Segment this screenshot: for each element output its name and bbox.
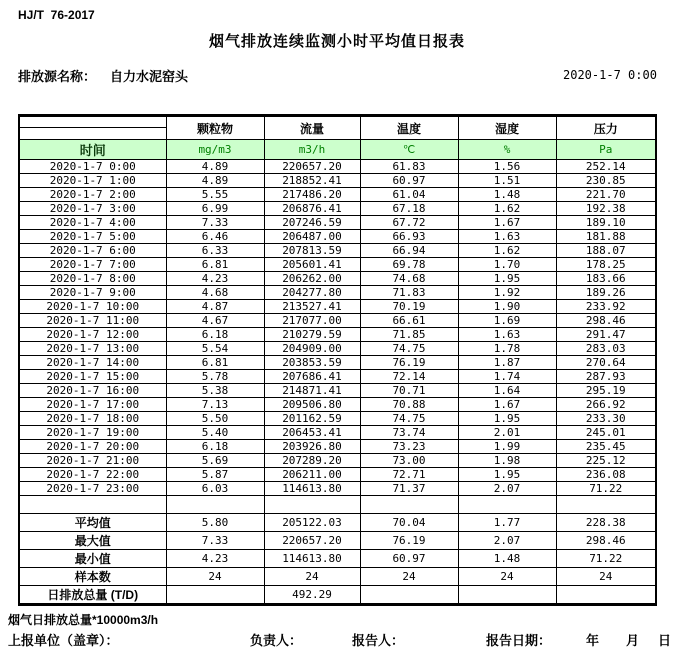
value-cell: 189.26 [556,286,656,300]
daily-total-note: 烟气日排放总量*10000m3/h [8,613,159,627]
value-cell: 70.71 [360,384,458,398]
column-header-pressure: 压力 [556,116,656,140]
value-cell: 71.83 [360,286,458,300]
value-cell: 6.03 [166,482,264,496]
value-cell: 201162.59 [264,412,360,426]
value-cell: 6.99 [166,202,264,216]
value-cell: 67.72 [360,216,458,230]
value-cell: 5.54 [166,342,264,356]
time-cell: 2020-1-7 22:00 [19,468,166,482]
table-row [19,216,656,230]
table-row [19,412,656,426]
value-cell: 5.69 [166,454,264,468]
summary-label-cell: 样本数 [19,568,166,586]
value-cell: 66.61 [360,314,458,328]
time-cell: 2020-1-7 19:00 [19,426,166,440]
value-cell: 235.45 [556,440,656,454]
value-cell: 207289.20 [264,454,360,468]
source-line [18,66,188,85]
time-cell: 2020-1-7 18:00 [19,412,166,426]
value-cell: 1.51 [458,174,556,188]
table-row [19,398,656,412]
value-cell: 1.95 [458,272,556,286]
spacer-row [19,496,656,514]
value-cell: 192.38 [556,202,656,216]
time-cell: 2020-1-7 23:00 [19,482,166,496]
value-cell: 2.01 [458,426,556,440]
summary-label-cell: 最大值 [19,532,166,550]
value-cell: 1.90 [458,300,556,314]
summary-value-cell: 492.29 [264,586,360,605]
table-row [19,286,656,300]
value-cell: 4.89 [166,160,264,174]
value-cell: 73.00 [360,454,458,468]
table-row [19,188,656,202]
column-header-flow: 流量 [264,116,360,140]
value-cell: 1.48 [458,188,556,202]
value-cell: 1.70 [458,258,556,272]
value-cell: 204277.80 [264,286,360,300]
summary-value-cell: 24 [556,568,656,586]
value-cell: 1.62 [458,244,556,258]
column-header-pm: 颗粒物 [166,116,264,140]
summary-value-cell [556,586,656,605]
value-cell: 61.83 [360,160,458,174]
value-cell: 70.88 [360,398,458,412]
table-row [19,468,656,482]
value-cell: 4.68 [166,286,264,300]
value-cell: 114613.80 [264,482,360,496]
table-row [19,160,656,174]
time-cell: 2020-1-7 15:00 [19,370,166,384]
time-cell: 2020-1-7 11:00 [19,314,166,328]
value-cell: 203926.80 [264,440,360,454]
value-cell: 217077.00 [264,314,360,328]
time-header: 时间 [19,140,166,160]
unit-row [19,140,656,160]
value-cell: 5.38 [166,384,264,398]
reporter-label: 报告人： [352,633,405,648]
table-row [19,440,656,454]
summary-label-cell: 日排放总量 (T/D) [19,586,166,605]
summary-value-cell: 24 [264,568,360,586]
value-cell: 1.64 [458,384,556,398]
value-cell: 206453.41 [264,426,360,440]
spacer-body [19,496,656,514]
value-cell: 6.46 [166,230,264,244]
value-cell: 1.87 [458,356,556,370]
value-cell: 71.85 [360,328,458,342]
time-cell: 2020-1-7 3:00 [19,202,166,216]
summary-value-cell [360,586,458,605]
summary-row [19,568,656,586]
time-cell: 2020-1-7 21:00 [19,454,166,468]
value-cell: 69.78 [360,258,458,272]
value-cell: 283.03 [556,342,656,356]
day-label: 日 [658,633,672,648]
summary-value-cell: 228.38 [556,514,656,532]
value-cell: 5.87 [166,468,264,482]
value-cell: 70.19 [360,300,458,314]
time-cell: 2020-1-7 17:00 [19,398,166,412]
report-date-label: 报告日期： [486,633,552,648]
value-cell: 61.04 [360,188,458,202]
summary-value-cell: 1.77 [458,514,556,532]
summary-value-cell: 114613.80 [264,550,360,568]
value-cell: 207246.59 [264,216,360,230]
standard-code: HJ/T 76-2017 [18,8,95,22]
time-header-lower-cell [19,128,166,140]
table-row [19,328,656,342]
summary-row [19,550,656,568]
value-cell: 1.78 [458,342,556,356]
value-cell: 1.92 [458,286,556,300]
value-cell: 206487.00 [264,230,360,244]
value-cell: 6.81 [166,258,264,272]
unit-flow: m3/h [264,140,360,160]
value-cell: 74.68 [360,272,458,286]
time-cell: 2020-1-7 16:00 [19,384,166,398]
table-row [19,244,656,258]
table-header [19,116,656,160]
value-cell: 1.63 [458,230,556,244]
summary-value-cell: 60.97 [360,550,458,568]
value-cell: 236.08 [556,468,656,482]
value-cell: 214871.41 [264,384,360,398]
time-cell: 2020-1-7 12:00 [19,328,166,342]
value-cell: 204909.00 [264,342,360,356]
value-cell: 74.75 [360,412,458,426]
value-cell: 7.33 [166,216,264,230]
value-cell: 298.46 [556,314,656,328]
table-row [19,356,656,370]
unit-pressure: Pa [556,140,656,160]
summary-value-cell [166,586,264,605]
value-cell: 233.92 [556,300,656,314]
value-cell: 1.63 [458,328,556,342]
value-cell: 225.12 [556,454,656,468]
value-cell: 206211.00 [264,468,360,482]
value-cell: 220657.20 [264,160,360,174]
signature-line [0,630,674,648]
value-cell: 1.56 [458,160,556,174]
table-row [19,482,656,496]
summary-row [19,586,656,605]
value-cell: 183.66 [556,272,656,286]
value-cell: 5.78 [166,370,264,384]
table-row [19,370,656,384]
source-name-label: 排放源名称： [18,69,97,84]
value-cell: 1.74 [458,370,556,384]
value-cell: 6.33 [166,244,264,258]
summary-value-cell: 205122.03 [264,514,360,532]
value-cell: 5.40 [166,426,264,440]
time-cell: 2020-1-7 0:00 [19,160,166,174]
unit-pm: mg/m3 [166,140,264,160]
value-cell: 73.74 [360,426,458,440]
value-cell: 252.14 [556,160,656,174]
value-cell: 2.07 [458,482,556,496]
value-cell: 203853.59 [264,356,360,370]
value-cell: 178.25 [556,258,656,272]
time-cell: 2020-1-7 20:00 [19,440,166,454]
responsible-person-label: 负责人： [250,633,303,648]
value-cell: 72.14 [360,370,458,384]
table-row [19,454,656,468]
time-header-upper-cell [19,116,166,128]
value-cell: 213527.41 [264,300,360,314]
time-cell: 2020-1-7 8:00 [19,272,166,286]
table-row [19,258,656,272]
value-cell: 4.23 [166,272,264,286]
value-cell: 60.97 [360,174,458,188]
source-name-value: 自力水泥窑头 [110,69,189,84]
value-cell: 206876.41 [264,202,360,216]
report-unit-label: 上报单位（盖章）： [8,633,119,648]
value-cell: 7.13 [166,398,264,412]
value-cell: 72.71 [360,468,458,482]
summary-body [19,514,656,605]
time-cell: 2020-1-7 1:00 [19,174,166,188]
value-cell: 4.87 [166,300,264,314]
value-cell: 5.55 [166,188,264,202]
value-cell: 189.10 [556,216,656,230]
page-title: 烟气排放连续监测小时平均值日报表 [208,33,465,50]
header-row-top [19,116,656,128]
value-cell: 210279.59 [264,328,360,342]
summary-value-cell: 76.19 [360,532,458,550]
unit-humidity: % [458,140,556,160]
value-cell: 1.67 [458,398,556,412]
value-cell: 207686.41 [264,370,360,384]
summary-value-cell: 1.48 [458,550,556,568]
table-row [19,230,656,244]
value-cell: 73.23 [360,440,458,454]
value-cell: 233.30 [556,412,656,426]
value-cell: 71.22 [556,482,656,496]
value-cell: 6.18 [166,440,264,454]
time-cell: 2020-1-7 4:00 [19,216,166,230]
table-row [19,384,656,398]
table-row [19,314,656,328]
value-cell: 221.70 [556,188,656,202]
summary-value-cell: 24 [360,568,458,586]
table-row [19,202,656,216]
column-header-humidity: 湿度 [458,116,556,140]
table-row [19,272,656,286]
summary-value-cell: 70.04 [360,514,458,532]
summary-value-cell: 4.23 [166,550,264,568]
value-cell: 205601.41 [264,258,360,272]
column-header-temp: 温度 [360,116,458,140]
summary-value-cell: 5.80 [166,514,264,532]
value-cell: 266.92 [556,398,656,412]
value-cell: 1.67 [458,216,556,230]
value-cell: 206262.00 [264,272,360,286]
summary-value-cell: 24 [458,568,556,586]
table-row [19,300,656,314]
year-label: 年 [586,633,600,648]
time-cell: 2020-1-7 10:00 [19,300,166,314]
table-body [19,160,656,496]
value-cell: 1.69 [458,314,556,328]
value-cell: 287.93 [556,370,656,384]
summary-row [19,532,656,550]
value-cell: 218852.41 [264,174,360,188]
value-cell: 4.67 [166,314,264,328]
summary-row [19,514,656,532]
summary-value-cell: 298.46 [556,532,656,550]
value-cell: 217486.20 [264,188,360,202]
summary-value-cell: 220657.20 [264,532,360,550]
summary-value-cell: 24 [166,568,264,586]
unit-temp: ℃ [360,140,458,160]
summary-value-cell: 2.07 [458,532,556,550]
value-cell: 1.95 [458,412,556,426]
time-cell: 2020-1-7 2:00 [19,188,166,202]
report-table [18,114,657,606]
value-cell: 295.19 [556,384,656,398]
time-cell: 2020-1-7 6:00 [19,244,166,258]
value-cell: 67.18 [360,202,458,216]
value-cell: 245.01 [556,426,656,440]
value-cell: 66.94 [360,244,458,258]
value-cell: 181.88 [556,230,656,244]
value-cell: 230.85 [556,174,656,188]
time-cell: 2020-1-7 9:00 [19,286,166,300]
time-cell: 2020-1-7 13:00 [19,342,166,356]
time-cell: 2020-1-7 7:00 [19,258,166,272]
value-cell: 291.47 [556,328,656,342]
value-cell: 270.64 [556,356,656,370]
summary-value-cell: 7.33 [166,532,264,550]
summary-value-cell: 71.22 [556,550,656,568]
value-cell: 6.18 [166,328,264,342]
table-row [19,174,656,188]
value-cell: 4.89 [166,174,264,188]
time-cell: 2020-1-7 5:00 [19,230,166,244]
value-cell: 66.93 [360,230,458,244]
table-row [19,342,656,356]
table-row [19,426,656,440]
value-cell: 209506.80 [264,398,360,412]
value-cell: 207813.59 [264,244,360,258]
value-cell: 1.95 [458,468,556,482]
summary-value-cell [458,586,556,605]
summary-label-cell: 最小值 [19,550,166,568]
value-cell: 5.50 [166,412,264,426]
value-cell: 74.75 [360,342,458,356]
value-cell: 76.19 [360,356,458,370]
value-cell: 6.81 [166,356,264,370]
value-cell: 1.99 [458,440,556,454]
value-cell: 71.37 [360,482,458,496]
report-datetime: 2020-1-7 0:00 [563,68,657,82]
time-cell: 2020-1-7 14:00 [19,356,166,370]
value-cell: 1.62 [458,202,556,216]
month-label: 月 [626,633,640,648]
summary-label-cell: 平均值 [19,514,166,532]
value-cell: 188.07 [556,244,656,258]
value-cell: 1.98 [458,454,556,468]
